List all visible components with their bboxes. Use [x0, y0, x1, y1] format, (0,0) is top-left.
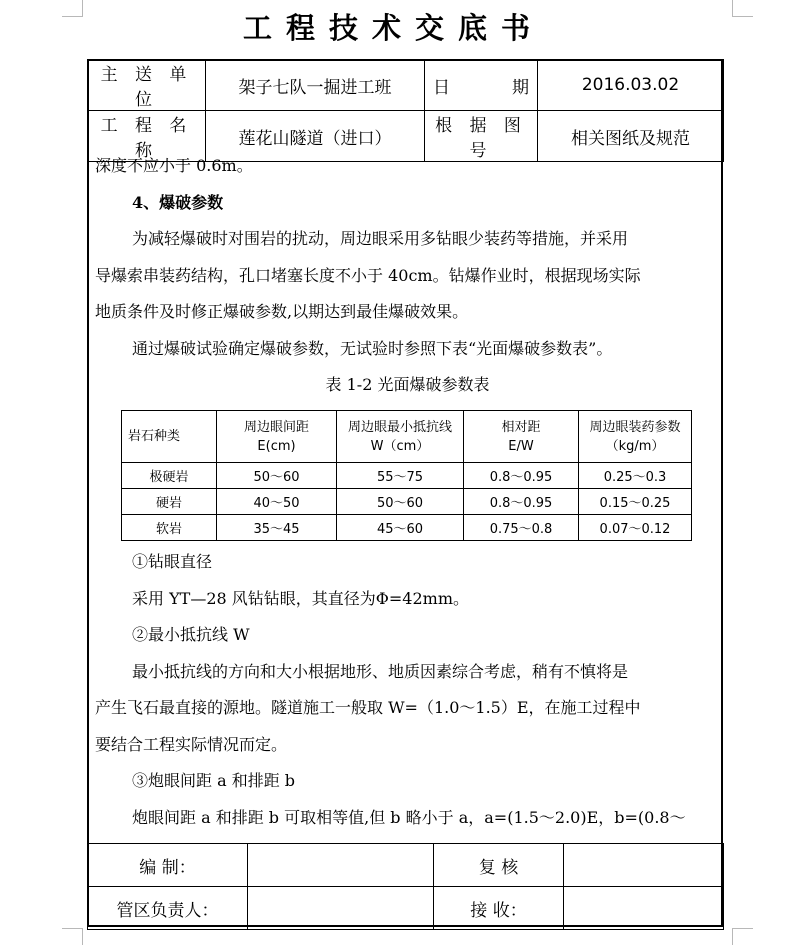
project-name-label: 工 程 名 称	[88, 111, 206, 162]
table-cell: 0.25～0.3	[579, 463, 692, 489]
date-label: 日 期	[425, 60, 538, 111]
text-line: 通过爆破试验确定爆破参数，无试验时参照下表“光面爆破参数表”。	[132, 338, 613, 358]
text-line: 最小抵抗线的方向和大小根据地形、地质因素综合考虑，稍有不慎将是	[132, 661, 629, 681]
text-line: 炮眼间距 a 和排距 b 可取相等值,但 b 略小于 a，a=(1.5～2.0)E，b=(0.8～	[132, 807, 686, 827]
review-signature-field[interactable]	[564, 844, 724, 887]
send-unit-label: 主 送 单 位	[88, 60, 206, 111]
receive-label: 接 收：	[434, 887, 564, 930]
blasting-parameter-table	[121, 410, 692, 541]
table-cell: 50～60	[337, 489, 464, 515]
table-row	[122, 463, 692, 489]
text-line: 导爆索串装药结构，孔口堵塞长度不小于 40cm。钻爆作业时，根据现场实际	[95, 265, 641, 285]
basis-drawing-label: 根 据 图 号	[425, 111, 538, 162]
item-heading: ②最小抵抗线 W	[132, 625, 250, 644]
text-line: 为减轻爆破时对围岩的扰动，周边眼采用多钻眼少装药等措施，并采用	[132, 229, 629, 248]
manager-signature-field[interactable]	[248, 887, 434, 930]
item-heading: ③炮眼间距 a 和排距 b	[132, 771, 296, 790]
document-title: 工程技术交底书	[242, 11, 544, 45]
basis-drawing-value: 相关图纸及规范	[538, 111, 724, 162]
compile-signature-field[interactable]	[248, 844, 434, 887]
table-cell: 55～75	[337, 463, 464, 489]
text-line: 地质条件及时修正爆破参数,以期达到最佳爆破效果。	[95, 302, 469, 321]
header-table	[87, 59, 724, 162]
text-line: 要结合工程实际情况而定。	[95, 734, 288, 754]
table-cell: 0.07～0.12	[579, 515, 692, 541]
text-line: 深度不应小于 0.6m。	[95, 156, 253, 175]
item-heading: ①钻眼直径	[132, 552, 213, 571]
table-caption: 表 1-2 光面爆破参数表	[325, 375, 490, 394]
table-header-cell: 周边眼间距 E(cm)	[217, 411, 337, 463]
table-row	[122, 515, 692, 541]
page-corner-mark	[732, 928, 753, 945]
signature-table	[87, 843, 724, 930]
table-cell: 极硬岩	[122, 463, 217, 489]
table-cell: 0.8～0.95	[464, 463, 579, 489]
table-header-cell: 周边眼最小抵抗线 W（cm）	[337, 411, 464, 463]
page-corner-mark	[62, 928, 83, 945]
district-manager-label: 管区负责人：	[88, 887, 248, 930]
compile-label: 编 制：	[88, 844, 248, 887]
receive-signature-field[interactable]	[564, 887, 724, 930]
table-header-row	[122, 411, 692, 463]
table-cell: 45～60	[337, 515, 464, 541]
table-cell: 0.8～0.95	[464, 489, 579, 515]
table-cell: 软岩	[122, 515, 217, 541]
text-line: 采用 YT—28 风钻钻眼，其直径为Φ=42mm。	[132, 588, 469, 608]
send-unit-value: 架子七队一掘进工班	[206, 60, 425, 111]
table-row	[122, 489, 692, 515]
table-cell: 35～45	[217, 515, 337, 541]
table-cell: 0.75～0.8	[464, 515, 579, 541]
table-header-cell: 周边眼装药参数 （kg/m）	[579, 411, 692, 463]
table-cell: 0.15～0.25	[579, 489, 692, 515]
body-text-bottom	[95, 544, 720, 836]
body-text-top	[95, 148, 720, 404]
project-name-value: 莲花山隧道（进口）	[206, 111, 425, 162]
table-cell: 硬岩	[122, 489, 217, 515]
table-cell: 50～60	[217, 463, 337, 489]
table-header-cell: 相对距 E/W	[464, 411, 579, 463]
review-label: 复 核	[434, 844, 564, 887]
table-cell: 40～50	[217, 489, 337, 515]
section-heading: 4、爆破参数	[132, 192, 224, 212]
table-header-cell: 岩石种类	[122, 411, 217, 463]
date-value: 2016.03.02	[538, 60, 724, 111]
text-line: 产生飞石最直接的源地。隧道施工一般取 W=（1.0～1.5）E，在施工过程中	[95, 698, 641, 717]
